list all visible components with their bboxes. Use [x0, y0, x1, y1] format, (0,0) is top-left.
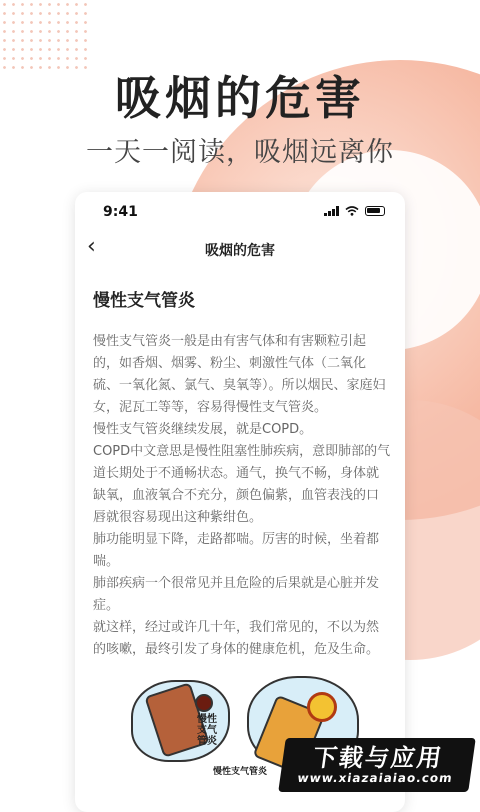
article-paragraph: 肺部疾病一个很常见并且危险的后果就是心脏并发症。 — [93, 576, 380, 613]
article-body — [93, 331, 391, 661]
watermark-url: www.xiazaiaiao.com — [296, 771, 454, 785]
illustration-inner-label: 慢性支气管炎 — [197, 714, 217, 747]
article-paragraph: 就这样，经过或许几十年，我们常见的，不以为然的咳嗽，最终引发了身体的健康危机，危及生命。 — [93, 620, 380, 657]
article-paragraph: 慢性支气管炎一般是由有害气体和有害颗粒引起的，如香烟、烟雾、粉尘、刺激性气体（二氧化硫、一氧化氮、氯气、臭氧等）。所以烟民、家庭妇女，泥瓦工等等，容易得慢性支气管炎。 — [93, 334, 386, 415]
status-time: 9:41 — [103, 204, 138, 220]
article-paragraph: 慢性支气管炎继续发展，就是COPD。 — [93, 422, 313, 437]
article-paragraph: COPD中文意思是慢性阻塞性肺疾病，意即肺部的气道长期处于不通畅状态。通气，换气不畅，身体就缺氧，血液氧合不充分，颜色偏紫，血管表浅的口唇就很容易现出这种紫绀色。 — [93, 444, 391, 525]
back-button[interactable]: ‹ — [87, 234, 96, 259]
signal-icon — [324, 206, 339, 216]
battery-icon — [365, 206, 385, 216]
article-paragraph: 肺功能明显下降，走路都喘。厉害的时候，坐着都喘。 — [93, 532, 380, 569]
hero-subtitle: 一天一阅读，吸烟远离你 — [86, 137, 394, 168]
nav-bar — [75, 232, 405, 264]
nav-title: 吸烟的危害 — [205, 243, 275, 259]
dots-decoration — [0, 0, 90, 70]
illustration-caption: 慢性支气管炎 — [212, 767, 267, 777]
inflamed-airway-opening — [307, 692, 337, 722]
status-bar — [75, 192, 405, 232]
status-icons — [324, 206, 385, 216]
hero-title: 吸烟的危害 — [115, 71, 365, 125]
airway-opening — [195, 694, 213, 712]
watermark-main: 下载与应用 — [311, 744, 445, 772]
wifi-icon — [345, 206, 359, 216]
watermark — [278, 738, 476, 792]
phone-screen — [75, 192, 405, 812]
article-title: 慢性支气管炎 — [93, 291, 195, 311]
